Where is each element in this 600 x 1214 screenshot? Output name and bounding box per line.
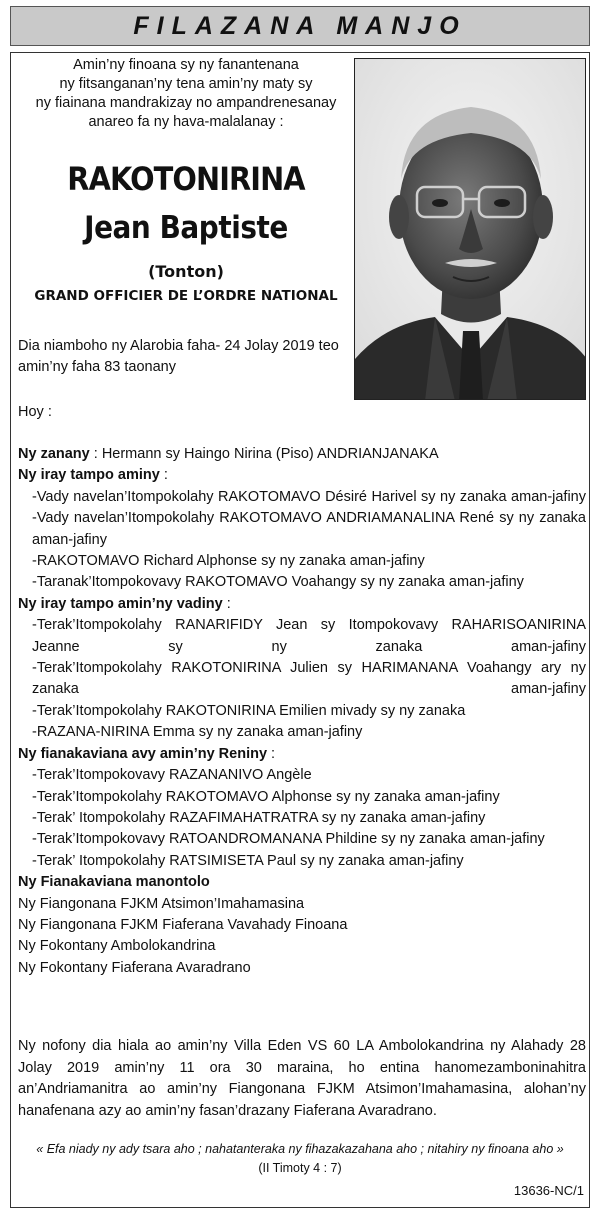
list-item: -Terak’Itompokolahy RANARIFIDY Jean sy Itompokovavy RAHARISOANIRINA Jeanne sy ny zanaka aman-jafiny — [32, 617, 586, 655]
list-item: -RAKOTOMAVO Richard Alphonse sy ny zanaka aman-jafiny — [32, 553, 425, 570]
funeral-details: Ny nofony dia hiala ao amin’ny Villa Eden VS 60 LA Ambolokandrina ny Alahady 28 Jolay 2019 amin’ny 11 ora 30 maraina, ho entina hanomezamboninahitra an’Andriamanitra ao amin’ny Fiangonana FJKM Atsimon’Imahamasina, alohan’ny hanafenana azy ao amin’ny fasan’drazany Fiaferana Avaradrano. — [18, 1038, 586, 1119]
reniny-label: Ny fianakaviana avy amin’ny Reniny — [18, 745, 268, 762]
list-item: -Terak’Itompokolahy RAKOTONIRINA Julien sy HARIMANANA Voahangy ary ny zanaka aman-jafiny — [32, 660, 586, 698]
deceased-last-name: RAKOTONIRINA — [67, 160, 305, 198]
list-item: -RAZANA-NIRINA Emma sy ny zanaka aman-jafiny — [32, 724, 363, 741]
deceased-first-name: Jean Baptiste — [84, 210, 288, 246]
list-item: -Taranak’Itompokovavy RAKOTOMAVO Voahangy sy ny zanaka aman-jafiny — [32, 574, 524, 591]
intro-text — [16, 56, 356, 132]
portrait-photo — [354, 58, 586, 400]
spouse-siblings-label: Ny iray tampo amin’ny vadiny — [18, 595, 223, 612]
intro-line: ny fitsanganan’ny tena amin’ny maty sy — [59, 76, 313, 92]
family-list — [18, 444, 586, 979]
list-item: -Terak’Itompokovavy RAZANANIVO Angèle — [32, 767, 312, 784]
intro-line: ny fiainana mandrakizay no ampandrenesanay — [35, 95, 337, 111]
list-item: Ny Fokontany Fiaferana Avaradrano — [18, 959, 251, 976]
manontolo-heading — [18, 872, 586, 893]
hoy-label: Hoy : — [18, 404, 52, 420]
list-item: -Terak’Itompokolahy RAKOTONIRINA Emilien mivady sy ny zanaka — [32, 702, 466, 719]
reniny-heading: Ny fianakaviana avy amin’ny Reniny : — [18, 745, 276, 762]
list-item: -Vady navelan’Itompokolahy RAKOTOMAVO Désiré Harivel sy ny zanaka aman-jafiny — [32, 488, 586, 505]
intro-line: Amin’ny finoana sy ny fanantenana — [73, 57, 299, 73]
list-item: -Terak’ Itompokolahy RATSIMISETA Paul sy ny zanaka aman-jafiny — [32, 852, 464, 869]
list-item: Ny Fokontany Ambolokandrina — [18, 938, 216, 955]
siblings-label: Ny iray tampo aminy — [18, 467, 160, 484]
intro-line: anareo fa ny hava-malalanay : — [88, 114, 284, 130]
children-row — [18, 444, 586, 465]
deceased-nickname: (Tonton) — [148, 262, 224, 281]
deceased-title: GRAND OFFICIER DE L’ORDRE NATIONAL — [34, 288, 338, 304]
death-notice: Dia niamboho ny Alarobia faha- 24 Jolay 2019 teo amin’ny faha 83 taonany — [18, 338, 339, 375]
list-item: Ny Fiangonana FJKM Fiaferana Vavahady Finoana — [18, 916, 348, 933]
manontolo-label: Ny Fianakaviana manontolo — [18, 874, 210, 891]
list-item: -Terak’ Itompokolahy RAZAFIMAHATRATRA sy ny zanaka aman-jafiny — [32, 809, 486, 826]
list-item: -Vady navelan’Itompokolahy RAKOTOMAVO ANDRIAMANALINA René sy ny zanaka aman-jafiny — [32, 510, 586, 548]
portrait-image — [355, 59, 586, 400]
bible-reference: (II Timoty 4 : 7) — [258, 1161, 342, 1175]
spouse-siblings-heading: Ny iray tampo amin’ny vadiny : — [18, 595, 231, 612]
notice-code: 13636-NC/1 — [513, 1183, 584, 1198]
bible-quote: « Efa niady ny ady tsara aho ; nahatanteraka ny fihazakazahana aho ; nitahiry ny finoana aho » — [36, 1142, 564, 1156]
banner-title: FILAZANA MANJO — [133, 11, 467, 40]
list-item: -Terak’Itompokolahy RAKOTOMAVO Alphonse sy ny zanaka aman-jafiny — [32, 788, 500, 805]
list-item: Ny Fiangonana FJKM Atsimon’Imahamasina — [18, 895, 305, 912]
header-banner — [10, 6, 590, 46]
list-item: -Terak’Itompokovavy RATOANDROMANANA Phildine sy ny zanaka aman-jafiny — [32, 831, 545, 848]
children-label: Ny zanany — [18, 446, 90, 462]
siblings-heading: Ny iray tampo aminy : — [18, 467, 168, 484]
children-names: : Hermann sy Haingo Nirina (Piso) ANDRIANJANAKA — [89, 446, 439, 462]
